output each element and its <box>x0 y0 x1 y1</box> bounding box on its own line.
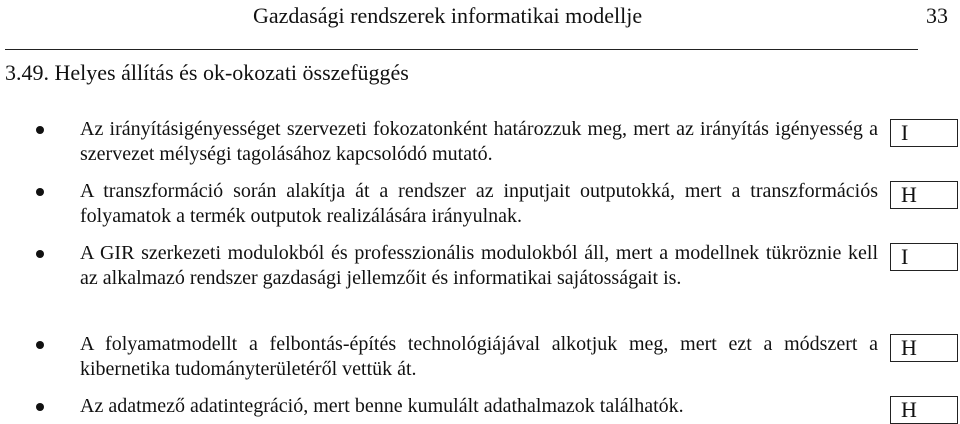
section-title: 3.49. Helyes állítás és ok-okozati összefüggés <box>5 60 409 85</box>
statement-text: A GIR szerkezeti modulokból és professzionális modulokból áll, mert a modellnek tükröznie kell az alkalmazó rendszer gazdasági jellemzőit és informatikai sajátosságait is. <box>80 242 878 289</box>
statement-text: Az irányításigényességet szervezeti fokozatonként határozzuk meg, mert az irányítás igényesség a szervezet mélységi tagolásához kapcsolódó mutató. <box>80 118 878 165</box>
answer-box: H <box>890 396 958 424</box>
answer-box: I <box>890 243 958 271</box>
bullet-icon <box>36 188 44 196</box>
statement-text: A folyamatmodellt a felbontás-építés technológiájával alkotjuk meg, mert ezt a módszert a kibernetika tudományterületéről vettük át. <box>80 333 878 380</box>
bullet-icon <box>36 403 44 411</box>
bullet-icon <box>36 126 44 134</box>
bullet-icon <box>36 250 44 258</box>
answer-box: H <box>890 334 958 362</box>
header-rule <box>5 49 918 50</box>
running-head: Gazdasági rendszerek informatikai modellje <box>253 3 643 28</box>
answer-box: H <box>890 181 958 209</box>
statement-text: A transzformáció során alakítja át a rendszer az inputjait outputokká, mert a transzformációs folyamatok a termék outputok realizálására irányulnak. <box>80 180 878 227</box>
statement-text: Az adatmező adatintegráció, mert benne kumulált adathalmazok találhatók. <box>80 395 684 417</box>
bullet-icon <box>36 341 44 349</box>
answer-box: I <box>890 119 958 147</box>
page-number: 33 <box>926 3 948 28</box>
